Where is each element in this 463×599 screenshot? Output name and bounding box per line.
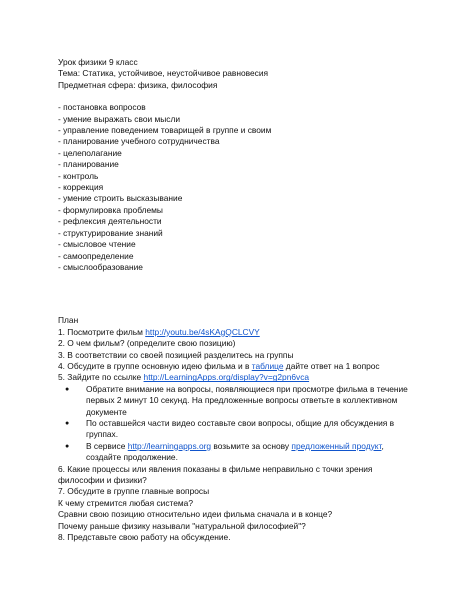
- lesson-title: Урок физики 9 класс: [58, 57, 138, 67]
- subject-area: Предметная сфера: физика, философия: [58, 79, 218, 90]
- plan-heading: План: [58, 315, 79, 326]
- lesson-topic: Тема: Статика, устойчивое, неустойчивое равновесия: [58, 68, 269, 79]
- plan-step-7: 7. Обсудите в группе главные вопросы: [58, 486, 210, 497]
- question-3: Почему раньше физику называли "натуральной философией"?: [58, 520, 306, 531]
- learningapps-link[interactable]: http://learningapps.org: [127, 440, 212, 451]
- plan-step-3: 3. В соответствии со своей позицией разделитесь на группы: [58, 349, 294, 360]
- plan-step-2: 2. О чем фильм? (определите свою позицию): [58, 338, 236, 349]
- question-1: К чему стремится любая система?: [58, 497, 193, 508]
- film-link[interactable]: http://youtu.be/4sKAgQCLCVY: [145, 326, 260, 337]
- learningapps-display-link[interactable]: http://LearningApps.org/display?v=g2pn6vca: [143, 372, 310, 383]
- document-content: [58, 57, 418, 543]
- skill-item: - рефлексия деятельности: [58, 216, 162, 227]
- proposed-product-link[interactable]: предложенный продукт: [291, 440, 382, 451]
- plan-step-5: 5. Зайдите по ссылке http://LearningApps.org/display?v=g2pn6vca: [58, 372, 310, 383]
- plan-step-4: 4. Обсудите в группе основную идею фильма и в таблице дайте ответ на 1 вопрос: [58, 360, 380, 371]
- skill-item: - контроль: [58, 170, 99, 181]
- bullet-item: ● Обратите внимание на вопросы, появляющиеся при просмотре фильма в течение первых 2 минут 10 секунд. На предложенные вопросы ответьте в коллективном документе: [58, 384, 418, 418]
- step-5-bullet-list: [58, 384, 418, 464]
- skill-item: - постановка вопросов: [58, 102, 146, 113]
- skill-item: - структурирование знаний: [58, 227, 163, 238]
- skill-item: - смыслообразование: [58, 261, 143, 272]
- bullet-item: ● По оставшейся части видео составьте свои вопросы, общие для обсуждения в группах.: [58, 418, 418, 441]
- skill-item: - самоопределение: [58, 250, 134, 261]
- table-link[interactable]: таблице: [251, 360, 284, 371]
- skill-item: - умение выражать свои мысли: [58, 113, 181, 124]
- bullet-item: ● В сервисе http://learningapps.org возьмите за основу предложенный продукт, создайте продолжение.: [58, 441, 418, 464]
- skill-item: - смысловое чтение: [58, 239, 136, 250]
- skill-item: - целеполагание: [58, 147, 122, 158]
- skill-item: - управление поведением товарищей в группе и своим: [58, 125, 272, 136]
- question-2: Сравни свою позицию относительно идеи фильма сначала и в конце?: [58, 509, 333, 520]
- skill-item: - коррекция: [58, 182, 104, 193]
- skill-item: - умение строить высказывание: [58, 193, 183, 204]
- plan-step-1: 1. Посмотрите фильм http://youtu.be/4sKAgQCLCVY: [58, 326, 260, 337]
- skill-item: - планирование: [58, 159, 119, 170]
- skill-item: - формулировка проблемы: [58, 204, 163, 215]
- plan-step-6: 6. Какие процессы или явления показаны в фильме неправильно с точки зрения: [58, 463, 373, 474]
- skills-list: [58, 102, 418, 273]
- plan-step-8: 8. Представьте свою работу на обсуждение.: [58, 532, 231, 543]
- skill-item: - планирование учебного сотрудничества: [58, 136, 220, 147]
- plan-step-6-cont: философии и физики?: [58, 475, 147, 485]
